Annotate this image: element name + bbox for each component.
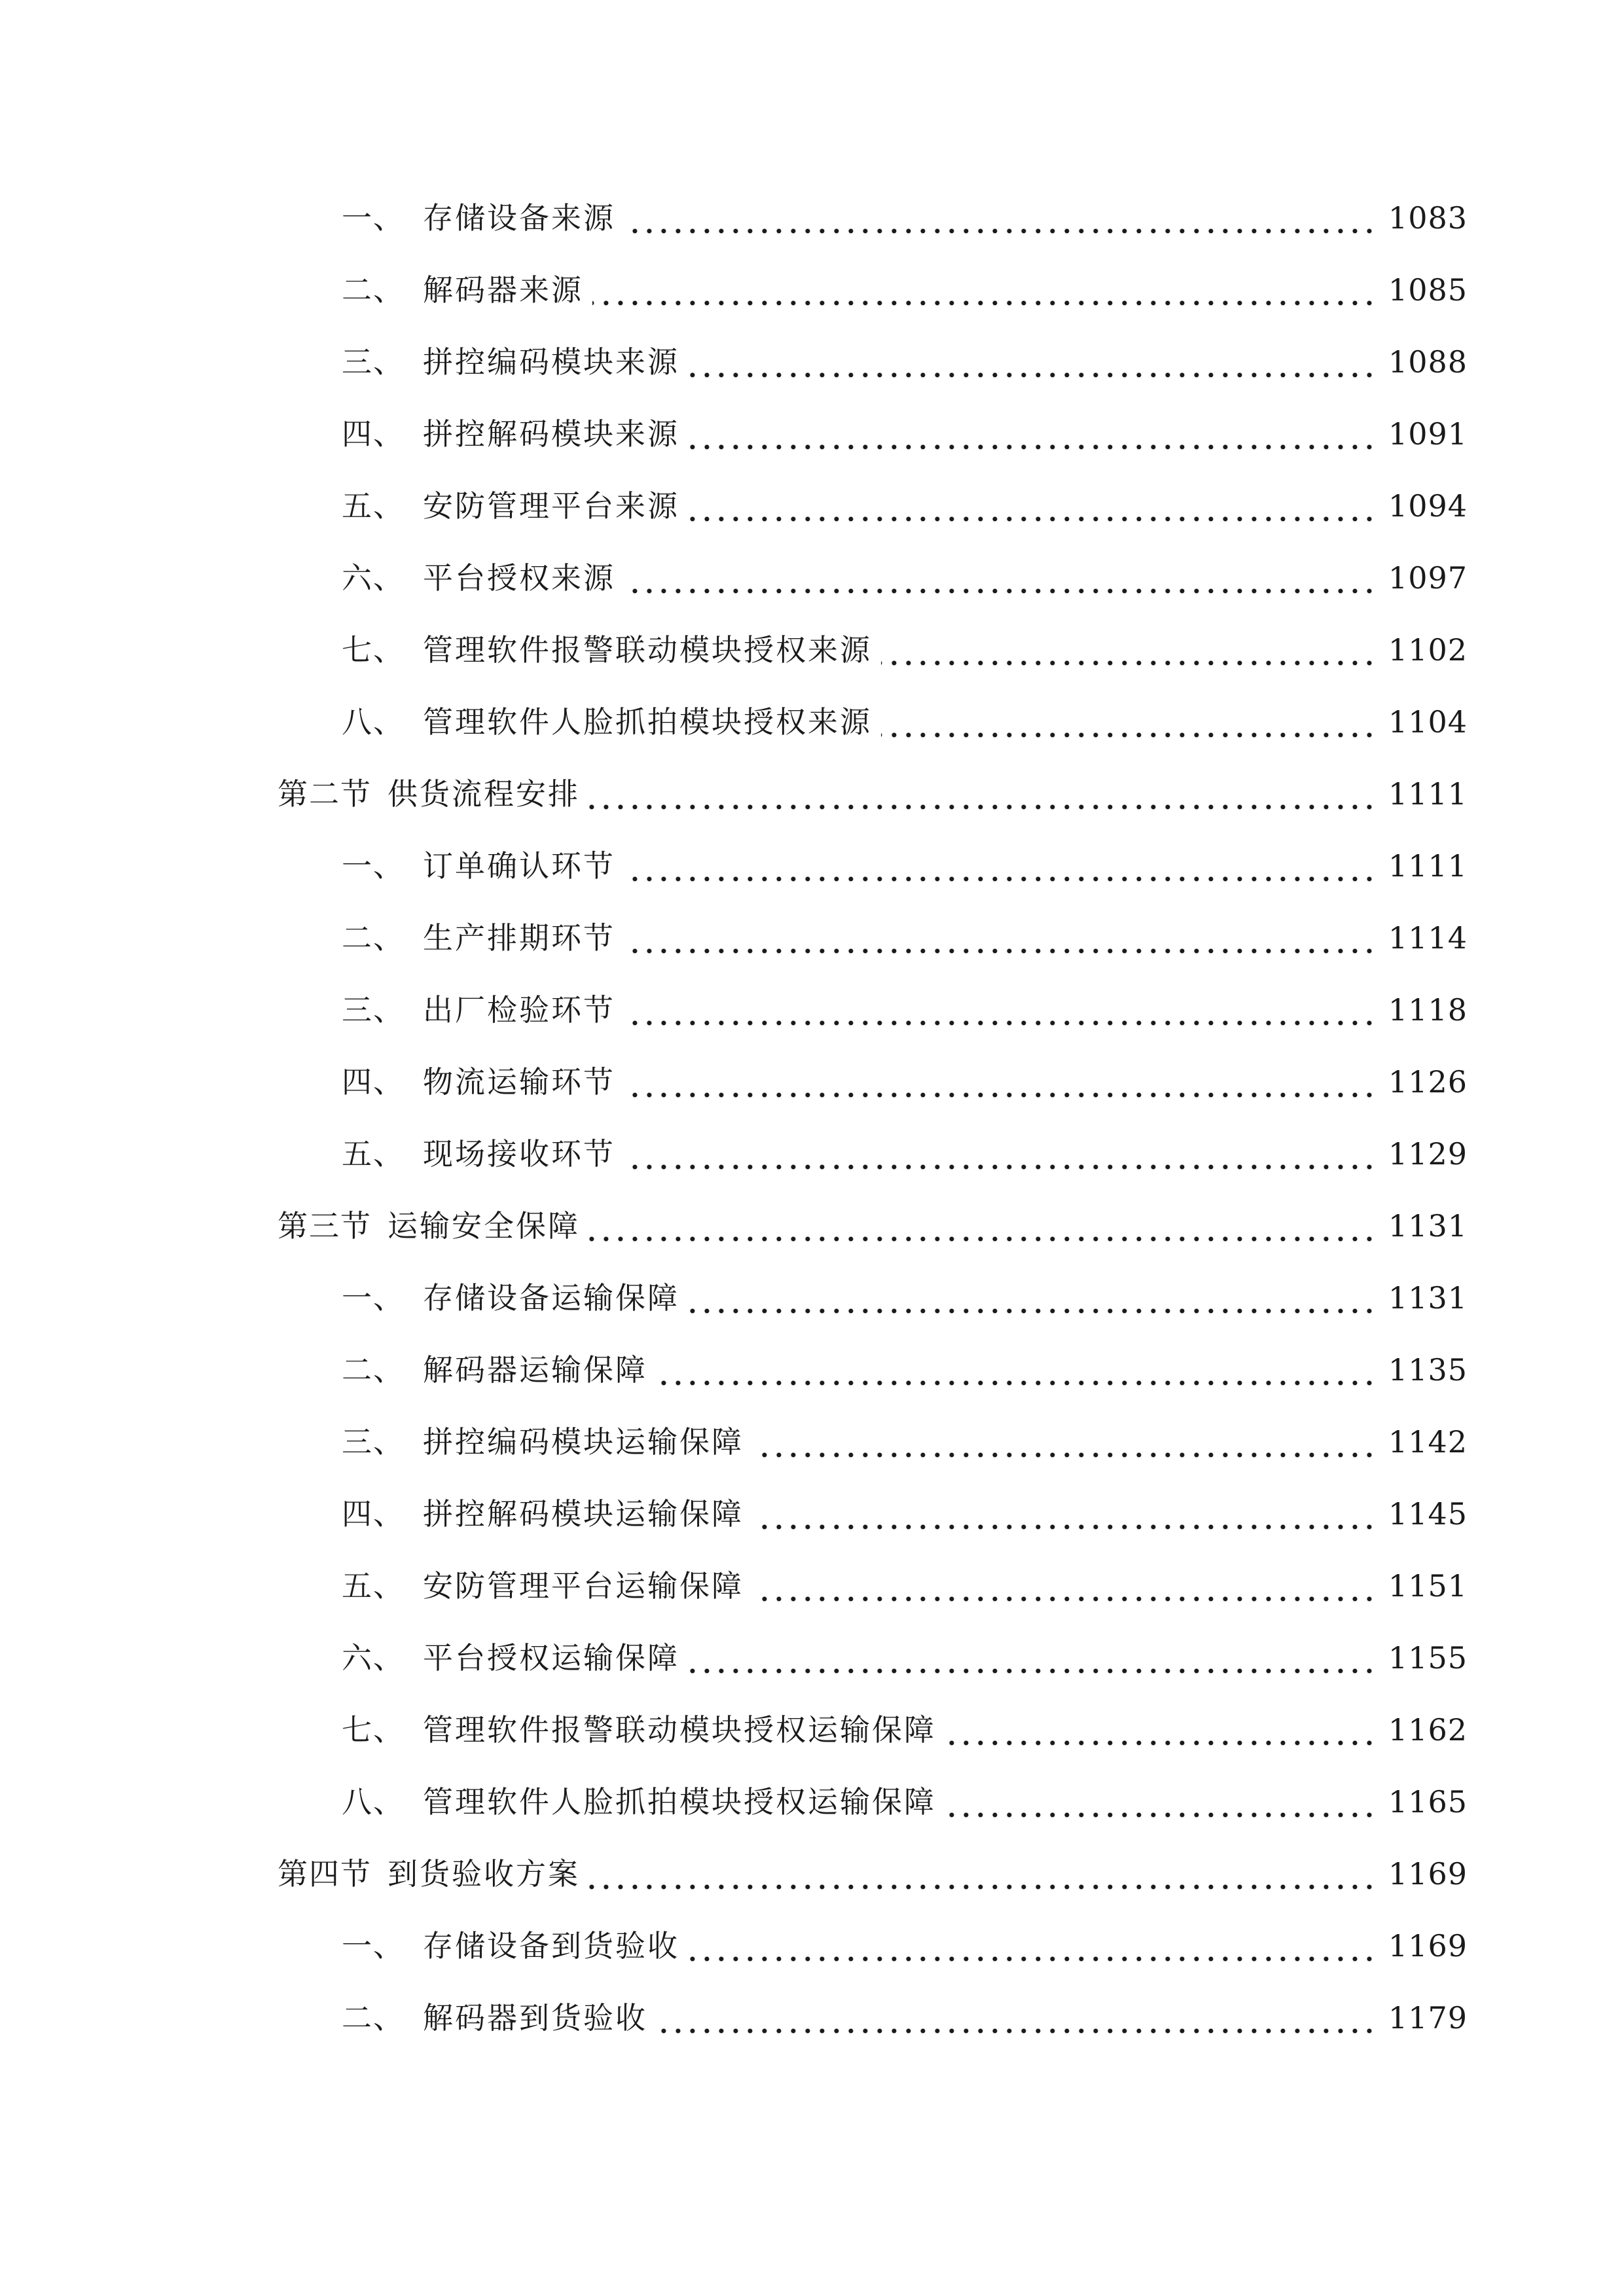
entry-number: 六、	[342, 560, 405, 596]
entry-title: 现场接收环节	[423, 1136, 615, 1172]
entry-page-number: 1085	[1388, 272, 1468, 308]
dot-leader	[624, 1131, 1377, 1177]
entry-number: 五、	[342, 1568, 405, 1604]
entry-title: 拼控编码模块来源	[423, 344, 679, 380]
entry-number: 四、	[342, 1064, 405, 1100]
toc-entry[interactable]	[342, 1419, 1468, 1465]
entry-number: 五、	[342, 488, 405, 524]
toc-entry[interactable]	[342, 987, 1468, 1033]
entry-number: 七、	[342, 632, 405, 668]
toc-entry[interactable]	[342, 1131, 1468, 1177]
entry-number: 二、	[342, 272, 405, 308]
entry-number: 三、	[342, 992, 405, 1028]
dot-leader	[624, 195, 1377, 241]
toc-entry[interactable]	[342, 267, 1468, 313]
dot-leader	[624, 843, 1377, 889]
entry-title: 管理软件人脸抓拍模块授权运输保障	[423, 1784, 936, 1820]
entry-number: 四、	[342, 1496, 405, 1532]
entry-number: 三、	[342, 1424, 405, 1460]
entry-title: 平台授权运输保障	[423, 1640, 679, 1676]
entry-number: 二、	[342, 1352, 405, 1388]
entry-number: 七、	[342, 1712, 405, 1748]
entry-number: 二、	[342, 2000, 405, 2036]
dot-leader	[753, 1563, 1377, 1609]
entry-page-number: 1126	[1388, 1064, 1468, 1100]
toc-entry[interactable]	[342, 915, 1468, 961]
entry-page-number: 1142	[1388, 1424, 1468, 1460]
entry-number: 八、	[342, 704, 405, 740]
dot-leader	[945, 1707, 1377, 1753]
dot-leader	[589, 1203, 1377, 1249]
toc-entry[interactable]	[342, 1995, 1468, 2041]
entry-page-number: 1169	[1388, 1928, 1468, 1964]
entry-page-number: 1151	[1388, 1568, 1468, 1604]
entry-page-number: 1111	[1388, 848, 1468, 884]
entry-page-number: 1162	[1388, 1712, 1468, 1748]
dot-leader	[657, 1347, 1377, 1393]
section-title: 运输安全保障	[388, 1208, 580, 1244]
dot-leader	[689, 1923, 1377, 1969]
entry-title: 解码器来源	[423, 272, 583, 308]
toc-entry[interactable]	[342, 1347, 1468, 1393]
section-number: 第二节	[278, 776, 372, 812]
dot-leader	[945, 1779, 1377, 1825]
toc-entry[interactable]	[342, 339, 1468, 385]
entry-page-number: 1104	[1388, 704, 1468, 740]
entry-number: 二、	[342, 920, 405, 956]
entry-page-number: 1102	[1388, 632, 1468, 668]
entry-page-number: 1088	[1388, 344, 1468, 380]
toc-entry[interactable]	[342, 483, 1468, 529]
toc-entry[interactable]	[342, 1491, 1468, 1537]
entry-page-number: 1111	[1388, 776, 1468, 812]
dot-leader	[657, 1995, 1377, 2041]
entry-number: 一、	[342, 200, 405, 236]
toc-entry[interactable]	[342, 1059, 1468, 1105]
dot-leader	[689, 339, 1377, 385]
entry-number: 一、	[342, 1280, 405, 1316]
entry-title: 平台授权来源	[423, 560, 615, 596]
entry-title: 解码器运输保障	[423, 1352, 647, 1388]
entry-page-number: 1129	[1388, 1136, 1468, 1172]
entry-title: 订单确认环节	[423, 848, 615, 884]
entry-title: 安防管理平台运输保障	[423, 1568, 744, 1604]
dot-leader	[624, 555, 1377, 601]
entry-page-number: 1145	[1388, 1496, 1468, 1532]
dot-leader	[753, 1491, 1377, 1537]
entry-page-number: 1169	[1388, 1856, 1468, 1892]
toc-section-heading[interactable]	[278, 1203, 1468, 1249]
entry-page-number: 1155	[1388, 1640, 1468, 1676]
entry-title: 出厂检验环节	[423, 992, 615, 1028]
dot-leader	[589, 1851, 1377, 1897]
entry-page-number: 1097	[1388, 560, 1468, 596]
entry-number: 六、	[342, 1640, 405, 1676]
entry-title: 存储设备来源	[423, 200, 615, 236]
dot-leader	[881, 699, 1377, 745]
toc-section-heading[interactable]	[278, 771, 1468, 817]
entry-page-number: 1118	[1388, 992, 1468, 1028]
section-title: 到货验收方案	[388, 1856, 580, 1892]
entry-title: 拼控解码模块运输保障	[423, 1496, 744, 1532]
entry-title: 管理软件人脸抓拍模块授权来源	[423, 704, 872, 740]
dot-leader	[689, 1275, 1377, 1321]
toc-section-heading[interactable]	[278, 1851, 1468, 1897]
entry-page-number: 1094	[1388, 488, 1468, 524]
dot-leader	[689, 411, 1377, 457]
dot-leader	[592, 267, 1377, 313]
toc-entry[interactable]	[342, 843, 1468, 889]
entry-page-number: 1131	[1388, 1208, 1468, 1244]
toc-entry[interactable]	[342, 1707, 1468, 1753]
toc-entry[interactable]	[342, 555, 1468, 601]
entry-title: 解码器到货验收	[423, 2000, 647, 2036]
entry-page-number: 1165	[1388, 1784, 1468, 1820]
toc-entry[interactable]	[342, 1563, 1468, 1609]
toc-entry[interactable]	[342, 699, 1468, 745]
entry-title: 拼控编码模块运输保障	[423, 1424, 744, 1460]
toc-entry[interactable]	[342, 1779, 1468, 1825]
entry-page-number: 1114	[1388, 920, 1468, 956]
toc-entry[interactable]	[342, 411, 1468, 457]
entry-number: 一、	[342, 848, 405, 884]
entry-page-number: 1131	[1388, 1280, 1468, 1316]
entry-page-number: 1135	[1388, 1352, 1468, 1388]
entry-title: 管理软件报警联动模块授权来源	[423, 632, 872, 668]
section-title: 供货流程安排	[388, 776, 580, 812]
dot-leader	[589, 771, 1377, 817]
entry-number: 四、	[342, 416, 405, 452]
section-number: 第四节	[278, 1856, 372, 1892]
entry-title: 物流运输环节	[423, 1064, 615, 1100]
dot-leader	[753, 1419, 1377, 1465]
entry-number: 一、	[342, 1928, 405, 1964]
toc-entry[interactable]	[342, 1635, 1468, 1681]
dot-leader	[624, 987, 1377, 1033]
entry-page-number: 1083	[1388, 200, 1468, 236]
entry-page-number: 1091	[1388, 416, 1468, 452]
entry-number: 八、	[342, 1784, 405, 1820]
toc-entry[interactable]	[342, 1275, 1468, 1321]
entry-number: 三、	[342, 344, 405, 380]
dot-leader	[689, 483, 1377, 529]
section-number: 第三节	[278, 1208, 372, 1244]
entry-title: 存储设备到货验收	[423, 1928, 679, 1964]
entry-title: 生产排期环节	[423, 920, 615, 956]
dot-leader	[689, 1635, 1377, 1681]
entry-page-number: 1179	[1388, 2000, 1468, 2036]
dot-leader	[881, 627, 1377, 673]
toc-entry[interactable]	[342, 627, 1468, 673]
dot-leader	[624, 1059, 1377, 1105]
toc-entry[interactable]	[342, 1923, 1468, 1969]
entry-title: 存储设备运输保障	[423, 1280, 679, 1316]
entry-title: 管理软件报警联动模块授权运输保障	[423, 1712, 936, 1748]
entry-title: 拼控解码模块来源	[423, 416, 679, 452]
dot-leader	[624, 915, 1377, 961]
entry-title: 安防管理平台来源	[423, 488, 679, 524]
entry-number: 五、	[342, 1136, 405, 1172]
toc-entry[interactable]	[342, 195, 1468, 241]
